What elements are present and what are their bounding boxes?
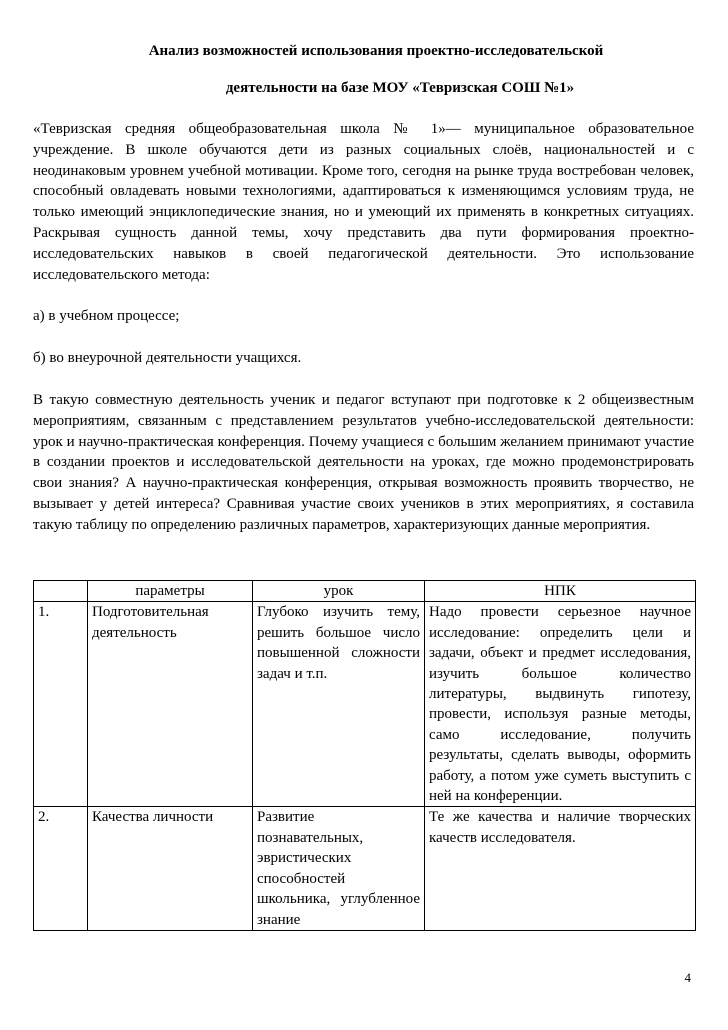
- main-paragraph: В такую совместную деятельность ученик и педагог вступают при подготовке к 2 общеизвестным мероприятиям, связанным с представлением результатов учебно-исследовательской деятельности: урок и научно-практическая конференция. Почему учащиеся с большим желанием принимают участие в создании проектов и исследовательской деятельности на уроках, где можно продемонстрировать свои знания? А научно-практическая конференция, открывая возможность проявить творчество, не вызывает у детей интереса? Сравнивая участие своих учеников в этих мероприятиях, я составила такую таблицу по определению различных параметров, характеризующих данные мероприятия.: [33, 391, 694, 533]
- header-parameters: параметры: [88, 581, 253, 602]
- header-lesson: урок: [253, 581, 425, 602]
- row-npk: Те же качества и наличие творческих качеств исследователя.: [425, 807, 696, 930]
- table-row: [34, 602, 696, 807]
- document-title-line-1: Анализ возможностей использования проектно-исследовательской: [148, 43, 604, 59]
- row-npk: Надо провести серьезное научное исследование: определить цели и задачи, объект и предмет исследования, изучить большое количество литературы, выдвинуть гипотезу, провести, используя разные методы, само исследование, получить результаты, сделать выводы, оформить работу, а потом уже суметь выступить с ней на конференции.: [425, 602, 696, 807]
- row-lesson: Развитие познавательных, эвристических способностей школьника, углубленное знание: [253, 807, 425, 930]
- comparison-table: [33, 580, 696, 931]
- list-item-a: а) в учебном процессе;: [33, 308, 180, 325]
- row-lesson: Глубоко изучить тему, решить большое число повышенной сложности задач и т.п.: [253, 602, 425, 807]
- header-npk: НПК: [425, 581, 696, 602]
- document-title-line-2: деятельности на базе МОУ «Тевризская СОШ №1»: [225, 80, 575, 96]
- row-number: 1.: [34, 602, 88, 807]
- list-item-b: б) во внеурочной деятельности учащихся.: [33, 350, 302, 367]
- table-row: [34, 807, 696, 930]
- header-num: [34, 581, 88, 602]
- row-number: 2.: [34, 807, 88, 930]
- row-parameter: Качества личности: [88, 807, 253, 930]
- page-number: 4: [684, 970, 691, 985]
- table-header-row: [34, 581, 696, 602]
- body-text: [33, 119, 694, 536]
- intro-paragraph: «Тевризская средняя общеобразовательная школа № 1»— муниципальное образовательное учреждение. В школе обучаются дети из разных социальных слоёв, национальностей и с неодинаковым уровнем учебной мотивации. Кроме того, сегодня на рынке труда востребован человек, способный овладевать новыми технологиями, адаптироваться к изменяющимся условиям труда, не только имеющий энциклопедические знания, но и умеющий их применять в конкретных ситуациях. Раскрывая сущность данной темы, хочу представить два пути формирования проектно-исследовательских навыков в своей педагогической деятельности. Это использование исследовательского метода:: [33, 121, 694, 283]
- row-parameter: Подготовительная деятельность: [88, 602, 253, 807]
